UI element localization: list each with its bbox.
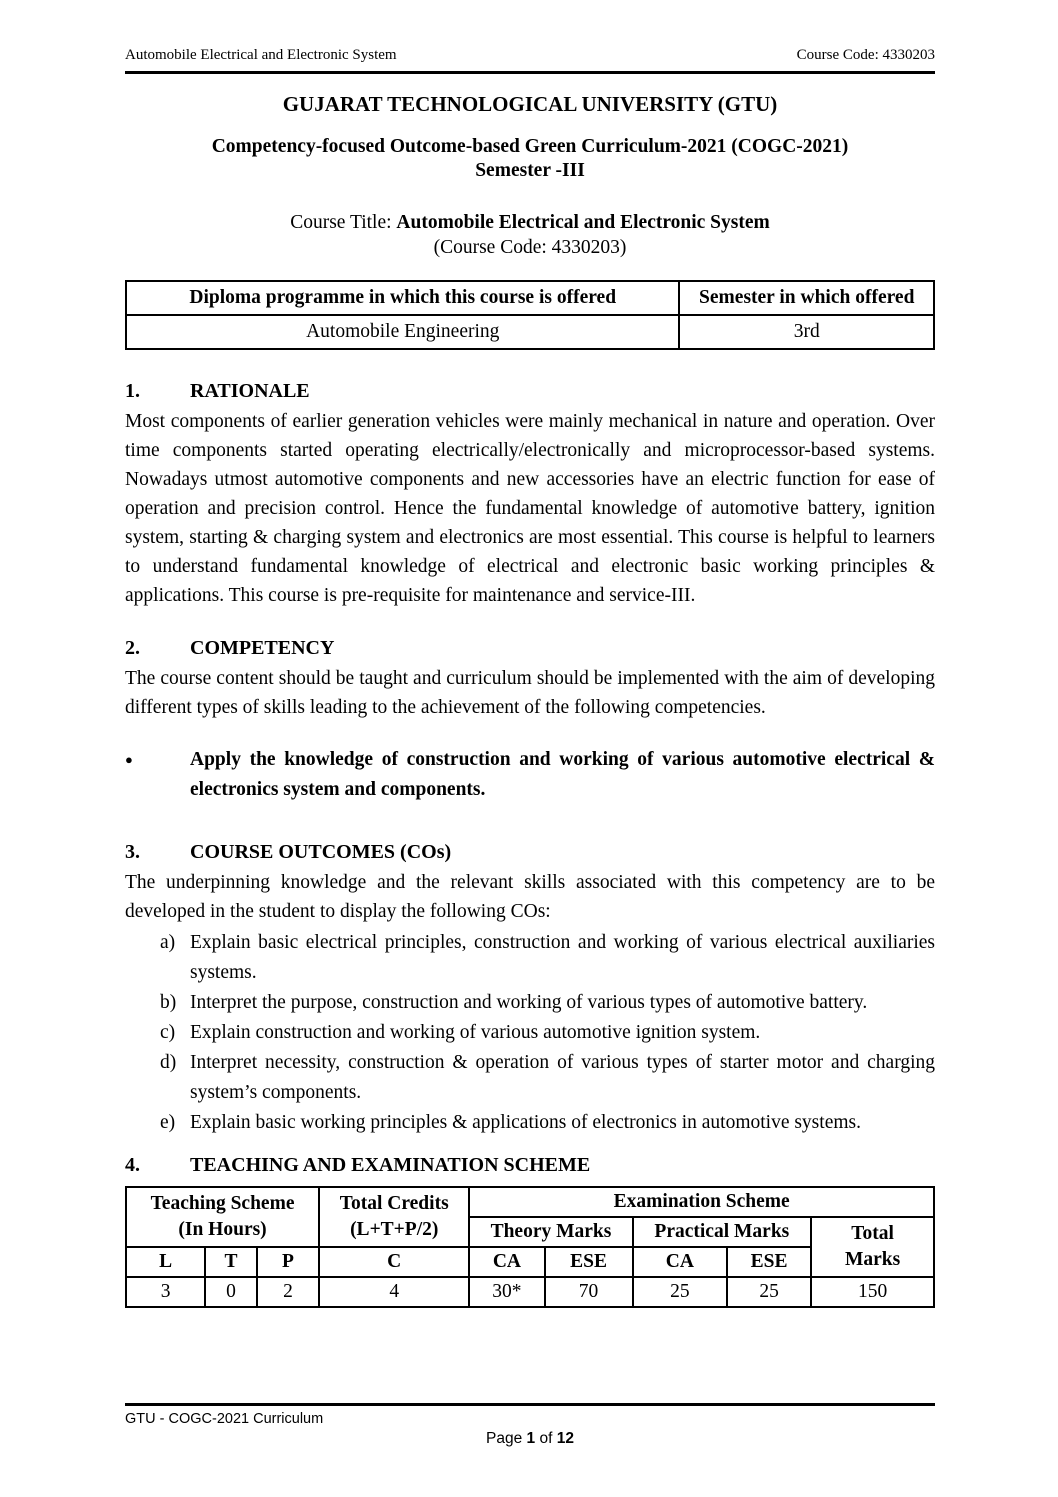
list-item <box>125 928 935 988</box>
course-outcomes-list <box>125 928 935 1138</box>
footer-divider <box>125 1403 935 1406</box>
teaching-scheme-line2: (In Hours) <box>178 1219 267 1240</box>
course-title-block <box>125 210 935 260</box>
curriculum-title-block <box>125 135 935 183</box>
list-item-label: e) <box>160 1112 176 1133</box>
practical-marks-header: Practical Marks <box>633 1217 812 1247</box>
offering-table-header-row <box>126 281 934 315</box>
section-outcomes-title: COURSE OUTCOMES (COs) <box>190 841 452 863</box>
semester-title: Semester -III <box>475 160 585 181</box>
total-marks-line2: Marks <box>844 1249 901 1270</box>
section-outcomes-heading <box>125 840 935 865</box>
section-outcomes-number: 3. <box>125 841 140 863</box>
section-rationale-heading <box>125 379 935 404</box>
list-item-label: a) <box>160 932 176 953</box>
course-code-line: (Course Code: 4330203) <box>433 237 627 258</box>
bullet-icon: ● <box>125 752 133 767</box>
teaching-scheme-header <box>126 1187 319 1247</box>
header-divider <box>125 71 935 74</box>
section-scheme-number: 4. <box>125 1154 140 1176</box>
footer-page-total: 12 <box>556 1430 574 1447</box>
value-total-marks: 150 <box>811 1277 934 1307</box>
col-header-L: L <box>126 1247 205 1277</box>
list-item-text: Explain basic working principles & applications of electronics in automotive systems. <box>190 1112 861 1133</box>
header-course-code: Course Code: 4330203 <box>796 47 935 63</box>
total-credits-header <box>319 1187 469 1247</box>
value-practical-ca: 25 <box>633 1277 728 1307</box>
list-item-text: Explain construction and working of various automotive ignition system. <box>190 1022 761 1043</box>
scheme-values-row <box>126 1277 934 1307</box>
footer-page-indicator <box>125 1430 935 1448</box>
scheme-header-row-1 <box>126 1187 934 1217</box>
value-L: 3 <box>126 1277 205 1307</box>
section-rationale-number: 1. <box>125 380 140 402</box>
col-header-theory-ca: CA <box>469 1247 544 1277</box>
offering-semester-header: Semester in which offered <box>679 281 934 315</box>
theory-marks-header: Theory Marks <box>469 1217 632 1247</box>
offering-programme-header: Diploma programme in which this course is offered <box>126 281 679 315</box>
list-item <box>125 1108 935 1138</box>
list-item-text: Interpret necessity, construction & operation of various types of starter motor and charging system’s components. <box>190 1052 935 1103</box>
footer-page-number: 1 <box>526 1430 536 1447</box>
document-content <box>125 0 935 1308</box>
col-header-theory-ese: ESE <box>545 1247 633 1277</box>
outcomes-paragraph: The underpinning knowledge and the relevant skills associated with this competency are to be developed in the student to display the following COs: <box>125 872 935 922</box>
col-header-practical-ese: ESE <box>727 1247 811 1277</box>
value-theory-ca: 30* <box>469 1277 544 1307</box>
section-competency-heading <box>125 636 935 661</box>
col-header-C: C <box>319 1247 469 1277</box>
list-item-label: b) <box>160 992 177 1013</box>
section-competency-title: COMPETENCY <box>190 637 335 659</box>
offering-semester-value: 3rd <box>679 315 934 349</box>
competency-paragraph: The course content should be taught and curriculum should be implemented with the aim of developing different types of skills leading to the achievement of the following competencies. <box>125 668 935 718</box>
value-P: 2 <box>257 1277 319 1307</box>
list-item-label: d) <box>160 1052 177 1073</box>
header-course-name: Automobile Electrical and Electronic System <box>125 47 397 63</box>
competency-bullet-item <box>125 745 935 805</box>
total-marks-header <box>811 1217 934 1277</box>
list-item-text: Interpret the purpose, construction and working of various types of automotive battery. <box>190 992 868 1013</box>
total-marks-line1: Total <box>851 1223 894 1244</box>
teaching-scheme-line1: Teaching Scheme <box>150 1193 295 1214</box>
list-item <box>125 1018 935 1048</box>
col-header-T: T <box>205 1247 257 1277</box>
course-title-line <box>125 210 935 235</box>
offering-table <box>125 280 935 350</box>
course-title-value: Automobile Electrical and Electronic System <box>396 212 770 233</box>
section-scheme-title: TEACHING AND EXAMINATION SCHEME <box>190 1154 591 1176</box>
list-item-label: c) <box>160 1022 176 1043</box>
value-practical-ese: 25 <box>727 1277 811 1307</box>
examination-scheme-header: Examination Scheme <box>469 1187 934 1217</box>
section-rationale-title: RATIONALE <box>190 380 310 402</box>
list-item-text: Explain basic electrical principles, construction and working of various electrical auxiliaries systems. <box>190 932 935 983</box>
col-header-P: P <box>257 1247 319 1277</box>
list-item <box>125 988 935 1018</box>
competency-bullet-text: Apply the knowledge of construction and working of various automotive electrical & electronics system and components. <box>190 749 935 800</box>
running-footer <box>125 1403 935 1448</box>
value-T: 0 <box>205 1277 257 1307</box>
value-theory-ese: 70 <box>545 1277 633 1307</box>
course-title-label: Course Title: <box>290 212 392 233</box>
offering-programme-value: Automobile Engineering <box>126 315 679 349</box>
total-credits-line1: Total Credits <box>339 1193 449 1214</box>
section-scheme-heading <box>125 1153 935 1178</box>
running-header <box>125 0 935 64</box>
rationale-paragraph: Most components of earlier generation vehicles were mainly mechanical in nature and operation. Over time components started operating electrically/electronically and microprocessor-based systems. Nowadays utmost automotive components and new accessories have an electric function for ease of operation and precision control. Hence the fundamental knowledge of automotive battery, ignition system, starting & charging system and electronics are most essential. This course is helpful to learners to understand fundamental knowledge of electrical and electronic basic working principles & applications. This course is pre-requisite for maintenance and service-III. <box>125 411 935 606</box>
total-credits-line2: (L+T+P/2) <box>350 1219 439 1240</box>
curriculum-name: Competency-focused Outcome-based Green Curriculum-2021 (COGC-2021) <box>211 136 849 157</box>
col-header-practical-ca: CA <box>633 1247 728 1277</box>
teaching-examination-scheme-table <box>125 1186 935 1308</box>
footer-of-word: of <box>539 1430 553 1447</box>
offering-table-data-row <box>126 315 934 349</box>
list-item <box>125 1048 935 1108</box>
section-competency-number: 2. <box>125 637 140 659</box>
value-C: 4 <box>319 1277 469 1307</box>
footer-page-word: Page <box>486 1430 523 1447</box>
university-title: GUJARAT TECHNOLOGICAL UNIVERSITY (GTU) <box>282 92 778 116</box>
footer-document-name: GTU - COGC-2021 Curriculum <box>125 1411 324 1427</box>
